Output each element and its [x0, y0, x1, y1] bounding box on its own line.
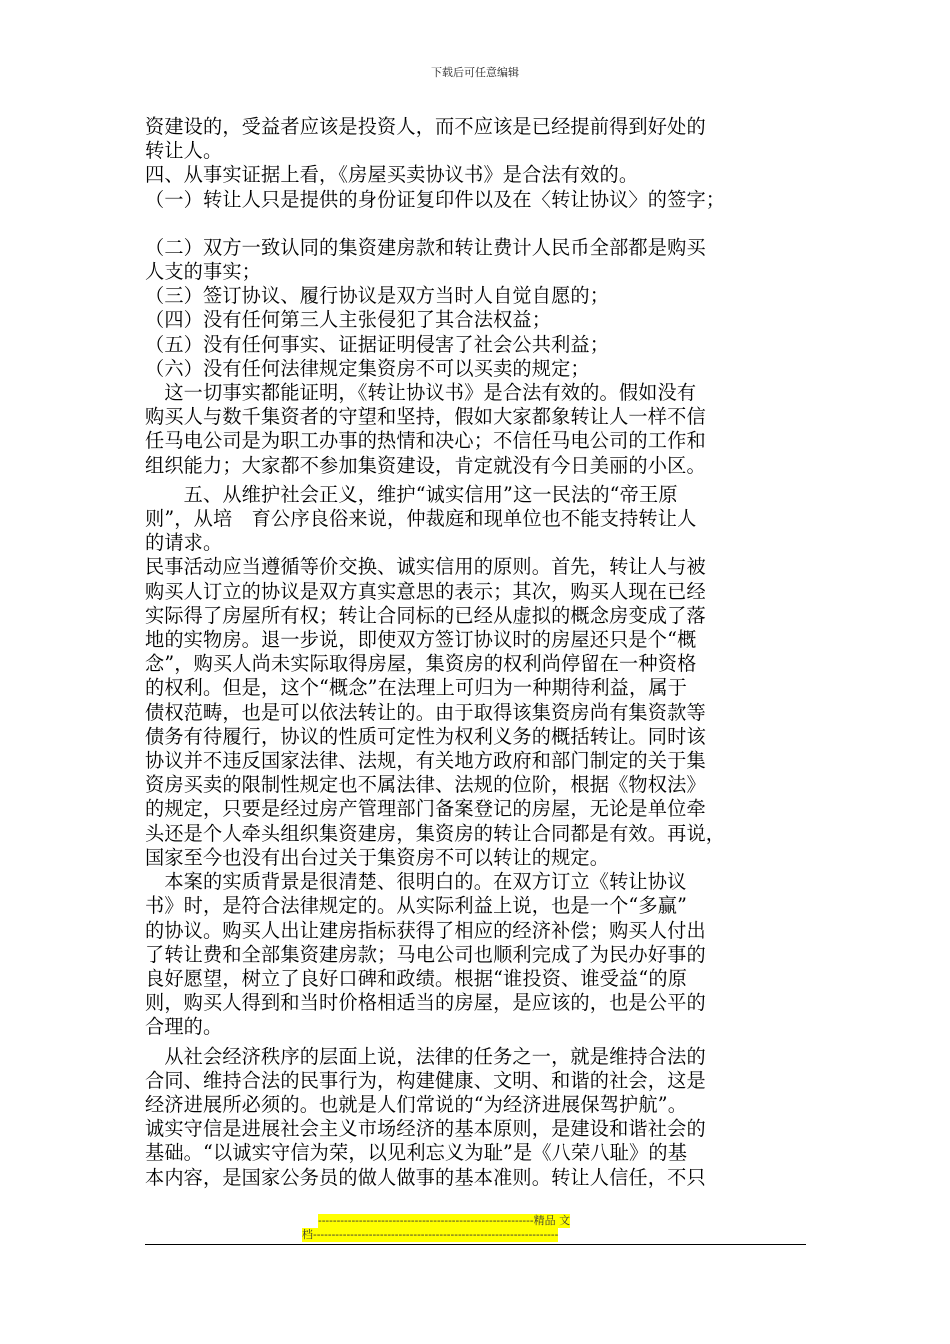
text-line: 民事活动应当遵循等价交换、诚实信用的原则。首先，转让人与被	[145, 555, 706, 579]
text-line: 协议并不违反国家法律、法规，有关地方政府和部门制定的关于集	[145, 749, 706, 773]
text-line: 诚实守信是进展社会主义市场经济的基本原则，是建设和谐社会的	[145, 1117, 706, 1141]
text-line: 购买人与数千集资者的守望和坚持，假如大家都象转让人一样不信	[145, 405, 706, 429]
text-line: 的请求。	[145, 531, 223, 555]
text-line: 这一切事实都能证明，《转让协议书》是合法有效的。假如没有	[145, 381, 697, 405]
text-line: （四）没有任何第三人主张侵犯了其合法权益；	[145, 308, 552, 332]
text-line: （一）转让人只是提供的身份证复印件以及在〈转让协议〉的签字；	[145, 187, 726, 211]
footer-watermark-line-1: ----------------------------------------------------------精品 文	[318, 1214, 571, 1227]
text-line: 地的实物房。退一步说，即使双方签订协议时的房屋还只是个“概	[145, 628, 697, 652]
text-line: 购买人订立的协议是双方真实意思的表示；其次，购买人现在已经	[145, 579, 706, 603]
text-line: 从社会经济秩序的层面上说，法律的任务之一，就是维持合法的	[145, 1044, 706, 1068]
text-line: 经济进展所必须的。也就是人们常说的“为经济进展保驾护航”。	[145, 1092, 688, 1116]
text-line: 资建设的，受益者应该是投资人，而不应该是已经提前得到好处的	[145, 115, 706, 138]
text-line: （二）双方一致认同的集资建房款和转让费计人民币全部都是购买	[145, 235, 706, 259]
text-line: 组织能力；大家都不参加集资建设，肯定就没有今日美丽的小区。	[145, 453, 706, 477]
text-line: 实际得了房屋所有权；转让合同标的已经从虚拟的概念房变成了落	[145, 603, 706, 627]
text-line: 的规定，只要是经过房产管理部门备案登记的房屋，无论是单位牵	[145, 797, 706, 821]
text-line: 基础。“以诚实守信为荣，以见利忘义为耻”是《八荣八耻》的基	[145, 1141, 688, 1165]
text-line: 国家至今也没有出台过关于集资房不可以转让的规定。	[145, 845, 610, 869]
text-line: 本案的实质背景是很清楚、很明白的。在双方订立《转让协议	[145, 870, 687, 894]
text-line: 转让人。	[145, 139, 223, 163]
page-header: 下载后可任意编辑	[431, 66, 519, 79]
text-line: 合理的。	[145, 1015, 223, 1039]
footer-divider	[145, 1244, 806, 1245]
text-line: 头还是个人牵头组织集资建房，集资房的转让合同都是有效。再说，	[145, 821, 726, 845]
text-line: 任马电公司是为职工办事的热情和决心；不信任马电公司的工作和	[145, 429, 706, 453]
text-line: 资房买卖的限制性规定也不属法律、法规的位阶，根据《物权法》	[145, 773, 706, 797]
footer-watermark-line-2: 档------------------------------------------------------------------	[302, 1228, 559, 1241]
text-line: （三）签订协议、履行协议是双方当时人自觉自愿的；	[145, 284, 610, 308]
text-line: 债权范畴，也是可以依法转让的。由于取得该集资房尚有集资款等	[145, 700, 706, 724]
text-line: 合同、维持合法的民事行为，构建健康、文明、和谐的社会，这是	[145, 1068, 706, 1092]
text-line: 则”，从培 育公序良俗来说，仲裁庭和现单位也不能支持转让人	[145, 507, 697, 531]
text-line: 念”，购买人尚未实际取得房屋，集资房的权利尚停留在一种资格	[145, 652, 697, 676]
text-line: （五）没有任何事实、证据证明侵害了社会公共利益；	[145, 332, 610, 356]
text-line: 四、从事实证据上看，《房屋买卖协议书》是合法有效的。	[145, 163, 639, 187]
text-line: 书》时，是符合法律规定的。从实际利益上说，也是一个“多赢”	[145, 894, 688, 918]
text-line: 了转让费和全部集资建房款；马电公司也顺利完成了为民办好事的	[145, 942, 706, 966]
text-line: 的权利。但是，这个“概念”在法理上可归为一种期待利益，属于	[145, 676, 688, 700]
text-line: 良好愿望，树立了良好口碑和政绩。根据“谁投资、谁受益“的原	[145, 966, 688, 990]
text-line: 则，购买人得到和当时价格相适当的房屋，是应该的，也是公平的	[145, 991, 706, 1015]
text-line: （六）没有任何法律规定集资房不可以买卖的规定；	[145, 356, 590, 380]
text-line: 本内容，是国家公务员的做人做事的基本准则。转让人信任，不只	[145, 1165, 706, 1189]
document-body	[145, 115, 807, 1190]
text-line: 的协议。购买人出让建房指标获得了相应的经济补偿；购买人付出	[145, 918, 706, 942]
text-line: 债务有待履行，协议的性质可定性为权利义务的概括转让。同时该	[145, 724, 706, 748]
text-line: 五、从维护社会正义，维护“诚实信用”这一民法的“帝王原	[145, 482, 678, 506]
text-line: 人支的事实；	[145, 260, 262, 284]
